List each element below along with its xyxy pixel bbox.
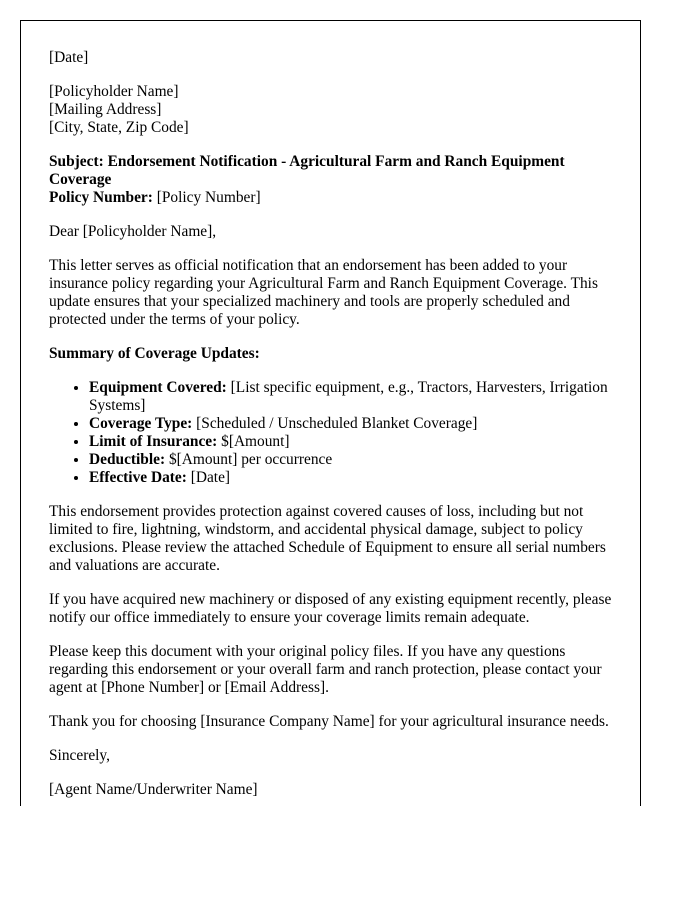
subject-label: Subject: <box>49 153 104 170</box>
subject-text: Endorsement Notification - Agricultural Farm and Ranch Equipment Coverage <box>49 153 565 188</box>
subject-block <box>49 153 612 207</box>
recipient-address: [Mailing Address] <box>49 101 162 118</box>
coverage-item-limit <box>89 433 612 451</box>
coverage-label: Deductible: <box>89 451 166 468</box>
intro-paragraph: This letter serves as official notification that an endorsement has been added to your insurance policy regarding your Agricultural Farm and Ranch Equipment Coverage. This update ensures that your specialized machinery and tools are properly scheduled and protected under the terms of your policy. <box>49 257 598 328</box>
signature: [Agent Name/Underwriter Name] <box>49 781 258 798</box>
coverage-item-deductible <box>89 451 612 469</box>
recipient-name: [Policyholder Name] <box>49 83 179 100</box>
letter-page <box>20 20 641 806</box>
recipient-block <box>49 83 612 137</box>
coverage-value: $[Amount] per occurrence <box>168 451 333 468</box>
recipient-city-state-zip: [City, State, Zip Code] <box>49 119 189 136</box>
thanks-paragraph: Thank you for choosing [Insurance Company Name] for your agricultural insurance needs. <box>49 713 609 730</box>
policy-number-value: [Policy Number] <box>156 189 261 206</box>
coverage-item-effective-date <box>89 469 612 487</box>
coverage-value: [List specific equipment, e.g., Tractors, Harvesters, Irrigation Systems] <box>89 379 608 414</box>
coverage-list <box>49 379 612 487</box>
coverage-value: [Scheduled / Unscheduled Blanket Coverage] <box>196 415 478 432</box>
coverage-value: [Date] <box>190 469 231 486</box>
coverage-item-type <box>89 415 612 433</box>
closing: Sincerely, <box>49 747 110 764</box>
coverage-label: Equipment Covered: <box>89 379 227 396</box>
notify-paragraph: If you have acquired new machinery or disposed of any existing equipment recently, please notify our office immediately to ensure your coverage limits remain adequate. <box>49 591 612 626</box>
letter-date: [Date] <box>49 49 89 66</box>
protection-paragraph: This endorsement provides protection against covered causes of loss, including but not limited to fire, lightning, windstorm, and accidental physical damage, subject to policy exclusions. Please review the attached Schedule of Equipment to ensure all serial numbers and valuations are accurate. <box>49 503 606 574</box>
subject-line <box>49 153 565 188</box>
coverage-value: $[Amount] <box>221 433 290 450</box>
salutation: Dear [Policyholder Name], <box>49 223 217 240</box>
contact-paragraph: Please keep this document with your original policy files. If you have any questions regarding this endorsement or your overall farm and ranch protection, please contact your agent at [Phone Number] or [Email Address]. <box>49 643 602 696</box>
coverage-label: Coverage Type: <box>89 415 193 432</box>
policy-number-label: Policy Number: <box>49 189 153 206</box>
coverage-item-equipment <box>89 379 612 415</box>
coverage-label: Limit of Insurance: <box>89 433 218 450</box>
coverage-label: Effective Date: <box>89 469 187 486</box>
summary-heading: Summary of Coverage Updates: <box>49 345 260 362</box>
